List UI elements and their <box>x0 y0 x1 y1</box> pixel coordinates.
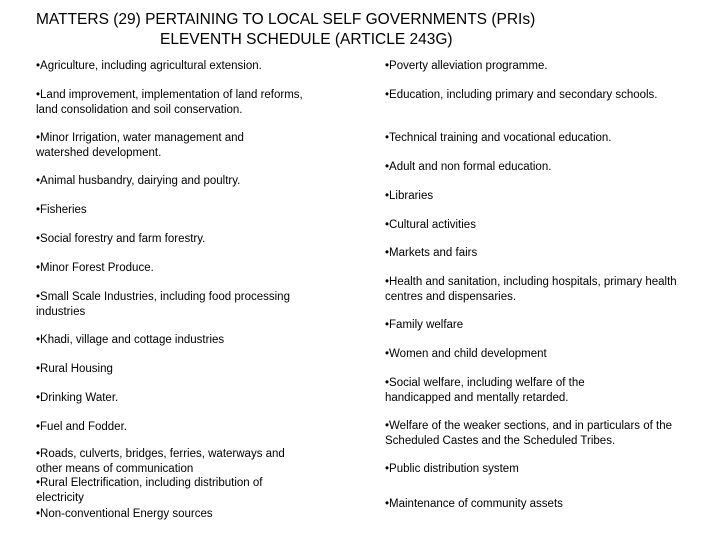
left-list-item: •Rural Housing <box>36 363 113 375</box>
right-list-item: •Social welfare, including welfare of the handicapped and mentally retarded. <box>385 377 585 404</box>
right-list-item: •Libraries <box>385 190 434 202</box>
right-list-item: •Maintenance of community assets <box>385 498 563 510</box>
left-list-item: •Land improvement, implementation of land reforms, land consolidation and soil conservation. <box>36 89 303 116</box>
right-list-item: •Poverty alleviation programme. <box>385 60 548 72</box>
right-list-item: •Health and sanitation, including hospitals, primary health centres and dispensaries. <box>385 276 677 303</box>
left-list-item: •Fisheries <box>36 204 87 216</box>
right-list-item: •Welfare of the weaker sections, and in particulars of the Scheduled Castes and the Scheduled Tribes. <box>385 420 672 447</box>
left-list-item: •Fuel and Fodder. <box>36 421 127 433</box>
right-list-item: •Cultural activities <box>385 219 476 231</box>
left-list-item: •Roads, culverts, bridges, ferries, waterways and other means of communication <box>36 448 285 475</box>
title-line-2: ELEVENTH SCHEDULE (ARTICLE 243G) <box>160 31 453 48</box>
left-list-item: •Social forestry and farm forestry. <box>36 233 206 245</box>
left-list-item: •Khadi, village and cottage industries <box>36 334 225 346</box>
right-list-item: •Education, including primary and secondary schools. <box>385 89 658 101</box>
right-list-item: •Women and child development <box>385 348 547 360</box>
left-list-item: •Minor Forest Produce. <box>36 262 154 274</box>
left-list-item: •Drinking Water. <box>36 392 119 404</box>
right-list-item: •Adult and non formal education. <box>385 161 552 173</box>
left-list-item: •Minor Irrigation, water management and watershed development. <box>36 132 244 159</box>
left-list-item: •Non-conventional Energy sources <box>36 508 213 520</box>
right-list-item: •Family welfare <box>385 319 464 331</box>
page-title <box>36 10 676 50</box>
right-list-item: •Public distribution system <box>385 463 519 475</box>
left-list-item: •Agriculture, including agricultural extension. <box>36 60 262 72</box>
right-list-item: •Technical training and vocational education. <box>385 132 612 144</box>
left-list-item: •Rural Electrification, including distribution of electricity <box>36 477 263 504</box>
right-list-item: •Markets and fairs <box>385 247 478 259</box>
title-line-1: MATTERS (29) PERTAINING TO LOCAL SELF GOVERNMENTS (PRIs) <box>36 11 536 28</box>
left-list-item: •Animal husbandry, dairying and poultry. <box>36 175 241 187</box>
left-list-item: •Small Scale Industries, including food processing industries <box>36 291 290 318</box>
